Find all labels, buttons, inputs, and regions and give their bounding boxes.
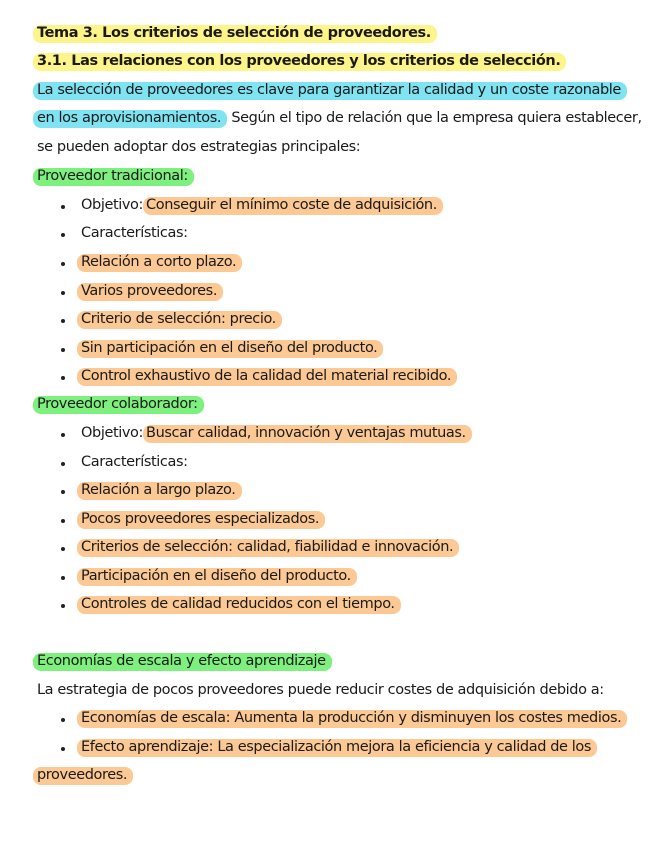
bullet-icon bbox=[61, 490, 65, 494]
objective-text: Conseguir el mínimo coste de adquisición. bbox=[143, 197, 443, 215]
intro-line-1 bbox=[37, 80, 627, 100]
bullet-icon bbox=[61, 433, 65, 437]
title-line bbox=[37, 23, 437, 43]
list-item bbox=[81, 737, 597, 757]
collaborative-characteristics bbox=[81, 452, 188, 472]
bullet-icon bbox=[61, 747, 65, 751]
intro-highlight-1: La selección de proveedores es clave para garantizar la calidad y un coste razonable bbox=[33, 82, 627, 100]
list-item bbox=[81, 480, 242, 500]
list-item-text: Pocos proveedores especializados. bbox=[77, 511, 325, 529]
traditional-heading-line bbox=[37, 166, 194, 186]
bullet-icon bbox=[61, 376, 65, 380]
collaborative-heading-line bbox=[37, 394, 204, 414]
bullet-icon bbox=[61, 547, 65, 551]
economies-intro bbox=[37, 680, 604, 700]
traditional-characteristics bbox=[81, 223, 188, 243]
characteristics-label: Características: bbox=[81, 225, 188, 241]
list-item-text: Varios proveedores. bbox=[77, 283, 223, 301]
collaborative-heading: Proveedor colaborador: bbox=[33, 396, 204, 414]
list-item-text: Relación a corto plazo. bbox=[77, 254, 242, 272]
bullet-icon bbox=[61, 348, 65, 352]
list-item-text: Participación en el diseño del producto. bbox=[77, 568, 357, 586]
collaborative-objective bbox=[81, 423, 472, 443]
list-item-text: Economías de escala: Aumenta la producción y disminuyen los costes medios. bbox=[77, 710, 627, 728]
bullet-icon bbox=[61, 718, 65, 722]
list-item bbox=[81, 309, 282, 329]
list-item-text: Criterio de selección: precio. bbox=[77, 311, 282, 329]
intro-line-2 bbox=[37, 108, 642, 128]
list-item bbox=[81, 537, 459, 557]
bullet-icon bbox=[61, 233, 65, 237]
list-item-continuation bbox=[37, 765, 133, 785]
list-item bbox=[81, 366, 457, 386]
list-item-text: proveedores. bbox=[33, 767, 133, 785]
intro-text-2: Según el tipo de relación que la empresa quiera establecer, bbox=[227, 110, 642, 126]
list-item bbox=[81, 509, 325, 529]
list-item bbox=[81, 252, 242, 272]
list-item-text: Relación a largo plazo. bbox=[77, 482, 242, 500]
list-item-text: Sin participación en el diseño del producto. bbox=[77, 340, 383, 358]
intro-highlight-2: en los aprovisionamientos. bbox=[33, 110, 227, 128]
economies-intro-text: La estrategia de pocos proveedores puede reducir costes de adquisición debido a: bbox=[37, 682, 604, 698]
list-item-text: Control exhaustivo de la calidad del material recibido. bbox=[77, 368, 457, 386]
traditional-heading: Proveedor tradicional: bbox=[33, 168, 194, 186]
list-item bbox=[81, 281, 223, 301]
intro-line-3 bbox=[37, 137, 360, 157]
economies-heading: Economías de escala y efecto aprendizaje bbox=[33, 653, 332, 671]
bullet-icon bbox=[61, 205, 65, 209]
characteristics-label: Características: bbox=[81, 454, 188, 470]
objective-text: Buscar calidad, innovación y ventajas mutuas. bbox=[143, 425, 472, 443]
list-item bbox=[81, 594, 401, 614]
bullet-icon bbox=[61, 291, 65, 295]
list-item-text: Controles de calidad reducidos con el tiempo. bbox=[77, 596, 401, 614]
bullet-icon bbox=[61, 319, 65, 323]
list-item bbox=[81, 708, 627, 728]
intro-text-3: se pueden adoptar dos estrategias principales: bbox=[37, 139, 361, 155]
bullet-icon bbox=[61, 262, 65, 266]
list-item bbox=[81, 338, 383, 358]
bullet-icon bbox=[61, 519, 65, 523]
subtitle-line bbox=[37, 51, 566, 71]
objective-label: Objetivo: bbox=[81, 197, 144, 213]
traditional-objective bbox=[81, 195, 443, 215]
list-item-text: Efecto aprendizaje: La especialización mejora la eficiencia y calidad de los bbox=[77, 739, 597, 757]
list-item bbox=[81, 566, 357, 586]
bullet-icon bbox=[61, 462, 65, 466]
objective-label: Objetivo: bbox=[81, 425, 144, 441]
page-title: Tema 3. Los criterios de selección de proveedores. bbox=[33, 25, 437, 43]
bullet-icon bbox=[61, 576, 65, 580]
economies-heading-line bbox=[37, 651, 332, 671]
section-subtitle: 3.1. Las relaciones con los proveedores y los criterios de selección. bbox=[33, 53, 566, 71]
bullet-icon bbox=[61, 604, 65, 608]
list-item-text: Criterios de selección: calidad, fiabilidad e innovación. bbox=[77, 539, 459, 557]
